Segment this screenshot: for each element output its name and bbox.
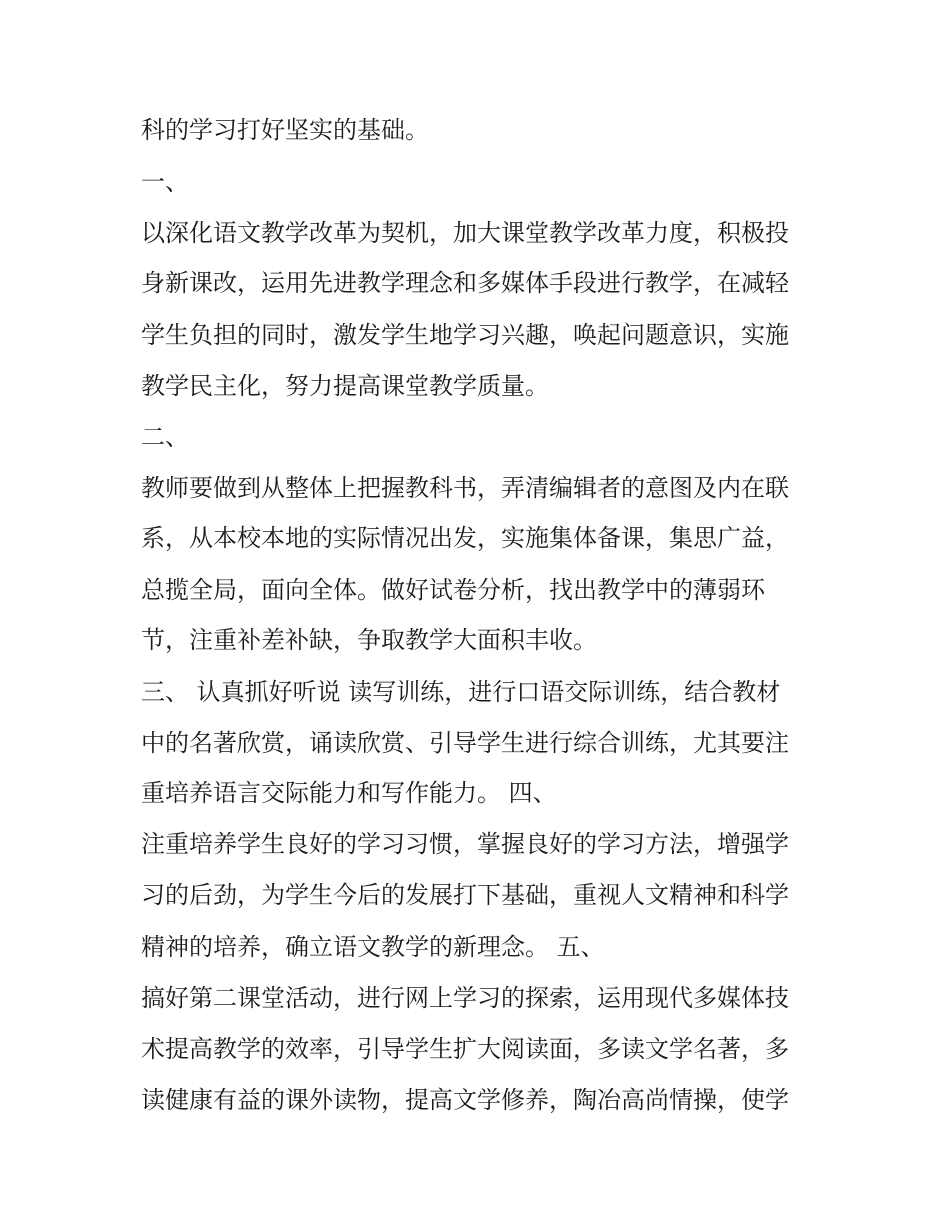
text-line: 术提高教学的效率，引导学生扩大阅读面，多读文学名著，多 (141, 1035, 789, 1063)
text-line: 搞好第二课堂活动，进行网上学习的探索，运用现代多媒体技 (141, 984, 789, 1012)
text-line: 以深化语文教学改革为契机，加大课堂教学改革力度，积极投 (141, 219, 789, 247)
text-line: 科的学习打好坚实的基础。 (141, 116, 429, 144)
text-line: 总揽全局，面向全体。做好试卷分析，找出教学中的薄弱环 (141, 576, 765, 604)
text-line: 节，注重补差补缺，争取教学大面积丰收。 (141, 626, 597, 654)
text-line: 学生负担的同时，激发学生地学习兴趣，唤起问题意识，实施 (141, 321, 789, 349)
text-line: 系，从本校本地的实际情况出发，实施集体备课，集思广益， (141, 524, 789, 552)
text-line: 三、 认真抓好听说 读写训练，进行口语交际训练，结合教材 (141, 678, 781, 706)
text-line: 教师要做到从整体上把握教科书，弄清编辑者的意图及内在联 (141, 474, 789, 502)
text-line: 读健康有益的课外读物，提高文学修养，陶冶高尚情操，使学 (141, 1086, 789, 1114)
text-line: 教学民主化，努力提高课堂教学质量。 (141, 372, 549, 400)
section-heading-2: 二、 (141, 423, 189, 451)
text-line: 中的名著欣赏，诵读欣赏、引导学生进行综合训练，尤其要注 (141, 729, 789, 757)
text-line: 习的后劲，为学生今后的发展打下基础，重视人文精神和科学 (141, 881, 789, 909)
text-line: 身新课改，运用先进教学理念和多媒体手段进行教学，在减轻 (141, 269, 789, 297)
section-heading-1: 一、 (141, 168, 189, 196)
text-line: 精神的培养，确立语文教学的新理念。 五、 (141, 933, 605, 961)
text-line: 注重培养学生良好的学习习惯，掌握良好的学习方法，增强学 (141, 830, 789, 858)
text-line: 重培养语言交际能力和写作能力。 四、 (141, 779, 557, 807)
